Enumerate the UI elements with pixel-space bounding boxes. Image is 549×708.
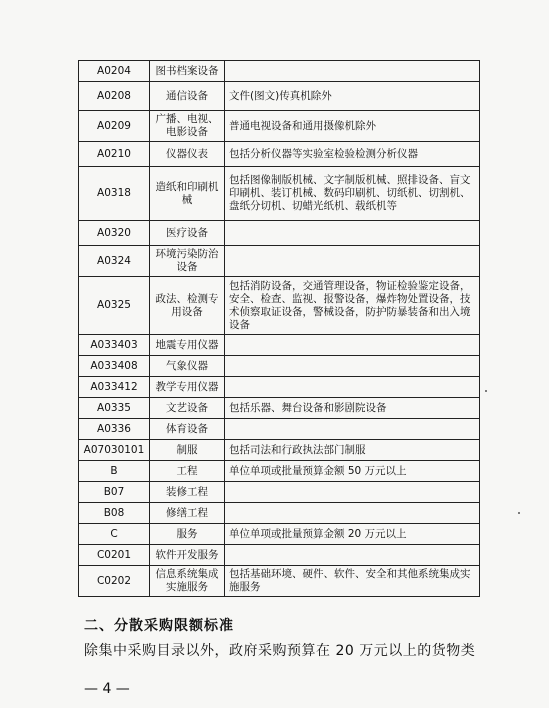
catalog-code-cell: C0202 (79, 566, 150, 597)
body-paragraph: 除集中采购目录以外，政府采购预算在 20 万元以上的货物类 (84, 643, 476, 659)
page-number: — 4 — (84, 681, 130, 697)
catalog-name-cell: 文艺设备 (150, 398, 225, 419)
catalog-code-cell: A033403 (79, 335, 150, 356)
table-row (79, 82, 480, 111)
table-row (79, 142, 480, 167)
table-row (79, 377, 480, 398)
catalog-name-cell: 装修工程 (150, 482, 225, 503)
catalog-name-cell: 教学专用仪器 (150, 377, 225, 398)
catalog-name-cell: 仪器仪表 (150, 142, 225, 167)
catalog-name-cell: 医疗设备 (150, 221, 225, 246)
catalog-name-cell: 气象仪器 (150, 356, 225, 377)
catalog-code-cell: A0324 (79, 246, 150, 277)
scan-speck (518, 512, 520, 514)
procurement-catalog-table (78, 60, 480, 597)
catalog-name-cell: 制服 (150, 440, 225, 461)
catalog-note-cell: 单位单项或批量预算金额 50 万元以上 (225, 461, 480, 482)
table-row (79, 111, 480, 142)
table-row (79, 277, 480, 335)
catalog-note-cell (225, 419, 480, 440)
catalog-note-cell: 包括司法和行政执法部门制服 (225, 440, 480, 461)
catalog-name-cell: 通信设备 (150, 82, 225, 111)
catalog-code-cell: A0210 (79, 142, 150, 167)
catalog-code-cell: A033412 (79, 377, 150, 398)
table-row (79, 503, 480, 524)
catalog-note-cell: 文件(图文)传真机除外 (225, 82, 480, 111)
catalog-note-cell: 包括消防设备，交通管理设备，物证检验鉴定设备，安全、检查、监视、报警设备，爆炸物处置设备，技术侦察取证设备，警械设备，防护防暴装备和出入境设备 (225, 277, 480, 335)
table-row (79, 356, 480, 377)
catalog-name-cell: 体育设备 (150, 419, 225, 440)
catalog-table-body (79, 61, 480, 597)
catalog-code-cell: A07030101 (79, 440, 150, 461)
scan-speck (485, 390, 487, 392)
table-row (79, 566, 480, 597)
table-row (79, 167, 480, 221)
catalog-name-cell: 地震专用仪器 (150, 335, 225, 356)
table-row (79, 221, 480, 246)
catalog-code-cell: A0318 (79, 167, 150, 221)
catalog-name-cell: 信息系统集成实施服务 (150, 566, 225, 597)
catalog-code-cell: B (79, 461, 150, 482)
table-row (79, 545, 480, 566)
catalog-note-cell: 包括图像制版机械、文字制版机械、照排设备、盲文印刷机、装订机械、数码印刷机、切纸机、切割机、盘纸分切机、切蜡光纸机、载纸机等 (225, 167, 480, 221)
catalog-note-cell (225, 246, 480, 277)
catalog-name-cell: 软件开发服务 (150, 545, 225, 566)
table-row (79, 335, 480, 356)
table-row (79, 461, 480, 482)
catalog-code-cell: A0335 (79, 398, 150, 419)
catalog-code-cell: C0201 (79, 545, 150, 566)
catalog-note-cell: 包括基础环境、硬件、软件、安全和其他系统集成实施服务 (225, 566, 480, 597)
catalog-code-cell: A0204 (79, 61, 150, 82)
catalog-code-cell: A0208 (79, 82, 150, 111)
table-row (79, 419, 480, 440)
catalog-name-cell: 广播、电视、电影设备 (150, 111, 225, 142)
catalog-name-cell: 政法、检测专用设备 (150, 277, 225, 335)
catalog-name-cell: 环境污染防治设备 (150, 246, 225, 277)
catalog-code-cell: A0325 (79, 277, 150, 335)
catalog-note-cell: 单位单项或批量预算金额 20 万元以上 (225, 524, 480, 545)
catalog-note-cell (225, 377, 480, 398)
catalog-note-cell: 包括乐器、舞台设备和影剧院设备 (225, 398, 480, 419)
catalog-code-cell: B07 (79, 482, 150, 503)
catalog-note-cell (225, 545, 480, 566)
catalog-name-cell: 服务 (150, 524, 225, 545)
catalog-note-cell (225, 221, 480, 246)
catalog-code-cell: A0320 (79, 221, 150, 246)
table-row (79, 440, 480, 461)
catalog-note-cell (225, 503, 480, 524)
catalog-code-cell: B08 (79, 503, 150, 524)
catalog-name-cell: 修缮工程 (150, 503, 225, 524)
table-row (79, 61, 480, 82)
catalog-code-cell: A033408 (79, 356, 150, 377)
table-row (79, 524, 480, 545)
catalog-note-cell: 普通电视设备和通用摄像机除外 (225, 111, 480, 142)
catalog-name-cell: 工程 (150, 461, 225, 482)
catalog-note-cell (225, 482, 480, 503)
catalog-note-cell (225, 61, 480, 82)
table-row (79, 246, 480, 277)
table-row (79, 482, 480, 503)
catalog-code-cell: A0209 (79, 111, 150, 142)
section-title: 二、分散采购限额标准 (84, 618, 234, 634)
table-row (79, 398, 480, 419)
catalog-note-cell (225, 335, 480, 356)
catalog-note-cell: 包括分析仪器等实验室检验检测分析仪器 (225, 142, 480, 167)
catalog-note-cell (225, 356, 480, 377)
catalog-code-cell: C (79, 524, 150, 545)
catalog-code-cell: A0336 (79, 419, 150, 440)
catalog-name-cell: 造纸和印刷机械 (150, 167, 225, 221)
catalog-name-cell: 图书档案设备 (150, 61, 225, 82)
